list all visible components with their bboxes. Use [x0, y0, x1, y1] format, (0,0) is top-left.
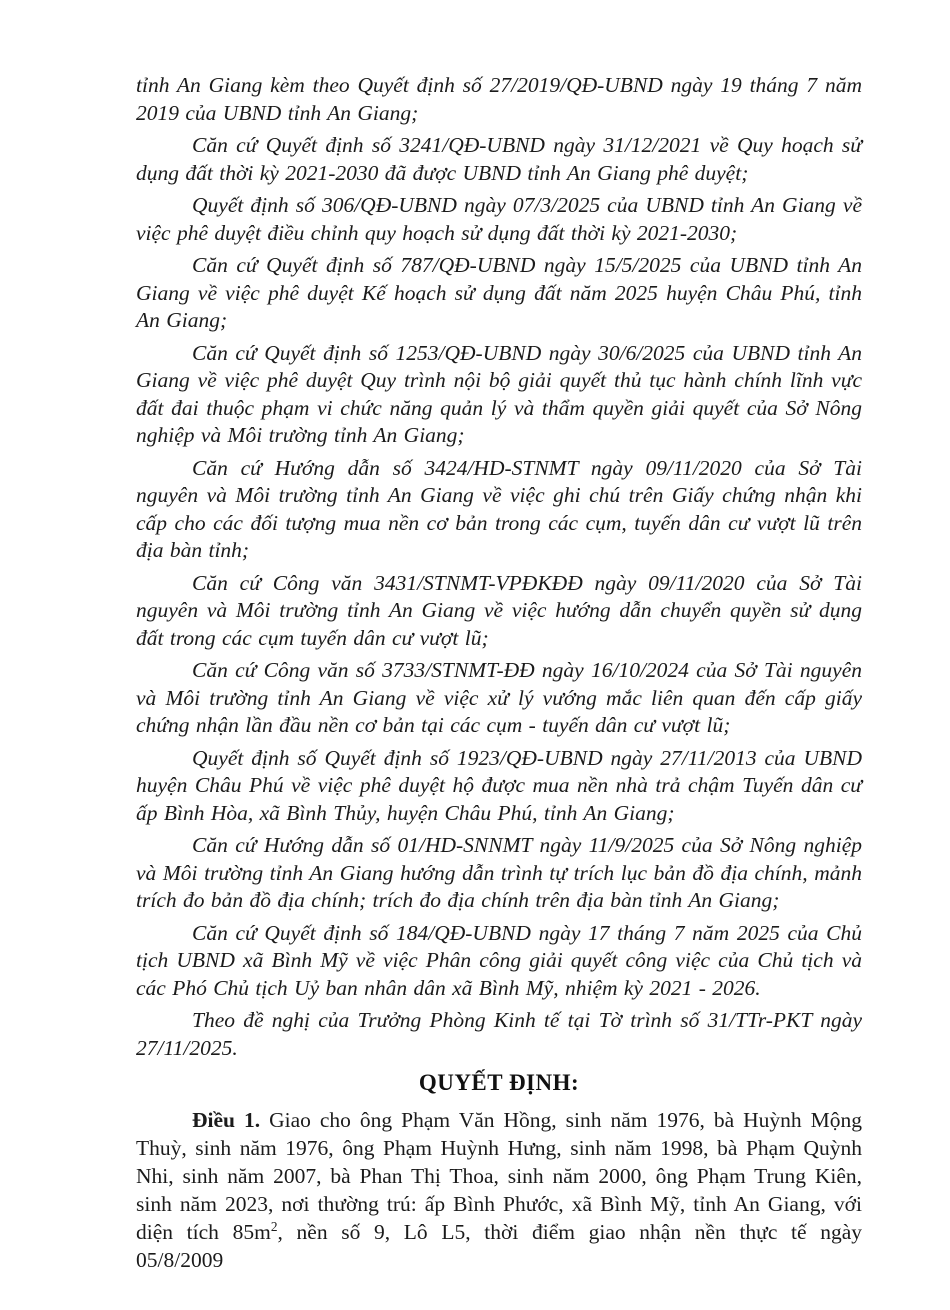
- article-1-text-before-sup: Giao cho ông Phạm Văn Hồng, sinh năm 1976, bà Huỳnh Mộng Thuỳ, sinh năm 1976, ông Phạm Huỳnh Hưng, sinh năm 1998, bà Phạm Quỳnh Nhi, sinh năm 2007, bà Phan Thị Thoa, sinh năm 2000, ông Phạm Trung Kiên, sinh năm 2023, nơi thường trú: ấp Bình Phước, xã Bình Mỹ, tỉnh An Giang, với diện tích 85m: [136, 1108, 863, 1244]
- citation-paragraph: Căn cứ Hướng dẫn số 3424/HD-STNMT ngày 09/11/2020 của Sở Tài nguyên và Môi trường tỉnh An Giang về việc ghi chú trên Giấy chứng nhận khi cấp cho các đối tượng mua nền cơ bản trong các cụm, tuyến dân cư vượt lũ trên địa bàn tỉnh;: [136, 455, 862, 562]
- citation-paragraph: tỉnh An Giang kèm theo Quyết định số 27/2019/QĐ-UBND ngày 19 tháng 7 năm 2019 của UBND tỉnh An Giang;: [136, 73, 862, 125]
- article-1-text-after-sup: , nền số 9, Lô L5, thời điểm giao nhận nền thực tế ngày 05/8/2009: [136, 1220, 863, 1272]
- citation-paragraph: Quyết định số Quyết định số 1923/QĐ-UBND ngày 27/11/2013 của UBND huyện Châu Phú về việc phê duyệt hộ được mua nền nhà trả chậm Tuyến dân cư ấp Bình Hòa, xã Bình Thủy, huyện Châu Phú, tỉnh An Giang;: [136, 745, 862, 825]
- citation-paragraph: Căn cứ Hướng dẫn số 01/HD-SNNMT ngày 11/9/2025 của Sở Nông nghiệp và Môi trường tỉnh An Giang hướng dẫn trình tự trích lục bản đồ địa chính, mảnh trích đo bản đồ địa chính; trích đo địa chính trên địa bàn tỉnh An Giang;: [136, 833, 862, 912]
- article-1-paragraph: [136, 1106, 862, 1274]
- citation-paragraph: Quyết định số 306/QĐ-UBND ngày 07/3/2025 của UBND tỉnh An Giang về việc phê duyệt điều chỉnh quy hoạch sử dụng đất thời kỳ 2021-2030;: [136, 193, 862, 245]
- citation-paragraph: Căn cứ Công văn 3431/STNMT-VPĐKĐĐ ngày 09/11/2020 của Sở Tài nguyên và Môi trường tỉnh An Giang về việc hướng dẫn chuyển quyền sử dụng đất trong các cụm tuyến dân cư vượt lũ;: [136, 570, 862, 650]
- citation-paragraph: Căn cứ Quyết định số 3241/QĐ-UBND ngày 31/12/2021 về Quy hoạch sử dụng đất thời kỳ 2021-2030 đã được UBND tỉnh An Giang phê duyệt;: [136, 133, 862, 185]
- decree-heading: QUYẾT ĐỊNH:: [418, 1070, 580, 1095]
- citation-paragraph: Căn cứ Quyết định số 787/QĐ-UBND ngày 15/5/2025 của UBND tỉnh An Giang về việc phê duyệt Kế hoạch sử dụng đất năm 2025 huyện Châu Phú, tỉnh An Giang;: [136, 253, 862, 332]
- citation-paragraph: Căn cứ Quyết định số 184/QĐ-UBND ngày 17 tháng 7 năm 2025 của Chủ tịch UBND xã Bình Mỹ về việc Phân công giải quyết công việc của Chủ tịch và các Phó Chủ tịch Uỷ ban nhân dân xã Bình Mỹ, nhiệm kỳ 2021 - 2026.: [136, 920, 862, 1000]
- citation-paragraph: Căn cứ Quyết định số 1253/QĐ-UBND ngày 30/6/2025 của UBND tỉnh An Giang về việc phê duyệt Quy trình nội bộ giải quyết thủ tục hành chính lĩnh vực đất đai thuộc phạm vi chức năng quản lý và thẩm quyền giải quyết của Sở Nông nghiệp và Môi trường tỉnh An Giang;: [136, 340, 862, 447]
- citation-paragraph: Theo đề nghị của Trưởng Phòng Kinh tế tại Tờ trình số 31/TTr-PKT ngày 27/11/2025.: [136, 1008, 862, 1060]
- area-superscript: 2: [270, 1218, 278, 1234]
- article-1-label: Điều 1.: [192, 1108, 261, 1132]
- citation-paragraph: Căn cứ Công văn số 3733/STNMT-ĐĐ ngày 16/10/2024 của Sở Tài nguyên và Môi trường tỉnh An Giang về việc xử lý vướng mắc liên quan đến cấp giấy chứng nhận lần đầu nền cơ bản tại các cụm - tuyến dân cư vượt lũ;: [136, 658, 862, 737]
